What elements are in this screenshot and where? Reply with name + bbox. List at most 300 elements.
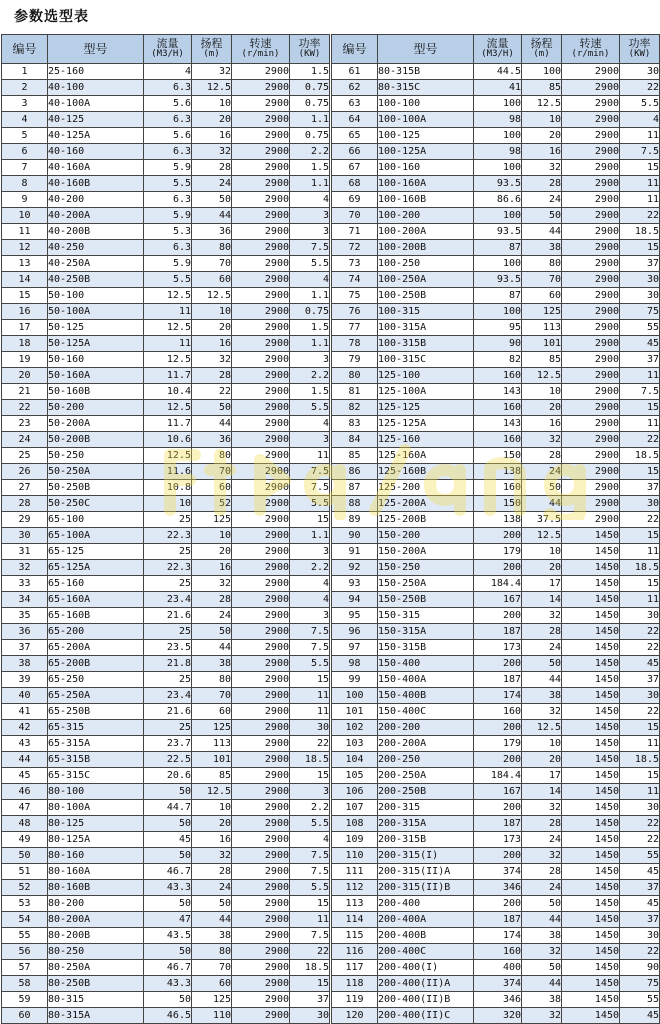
cell-flow: 98 — [474, 112, 522, 128]
cell-speed: 1450 — [562, 992, 620, 1008]
cell-model: 100-250B — [378, 288, 474, 304]
cell-power: 11 — [620, 592, 660, 608]
cell-flow: 184.4 — [474, 768, 522, 784]
table-row — [332, 192, 660, 208]
cell-head: 32 — [192, 576, 232, 592]
cell-head: 32 — [522, 944, 562, 960]
cell-head: 12.5 — [192, 784, 232, 800]
cell-flow: 93.5 — [474, 272, 522, 288]
cell-flow: 5.9 — [144, 160, 192, 176]
table-row — [332, 304, 660, 320]
cell-speed: 2900 — [562, 400, 620, 416]
cell-power: 2.2 — [290, 560, 330, 576]
cell-power: 4 — [290, 576, 330, 592]
cell-no: 55 — [2, 928, 48, 944]
table-row — [332, 928, 660, 944]
cell-speed: 1450 — [562, 896, 620, 912]
cell-flow: 21.6 — [144, 704, 192, 720]
cell-no: 58 — [2, 976, 48, 992]
cell-no: 11 — [2, 224, 48, 240]
cell-model: 150-400A — [378, 672, 474, 688]
cell-model: 50-200B — [48, 432, 144, 448]
table-row — [332, 288, 660, 304]
table-row — [332, 768, 660, 784]
cell-power: 75 — [620, 976, 660, 992]
cell-no: 68 — [332, 176, 378, 192]
cell-flow: 174 — [474, 928, 522, 944]
cell-speed: 2900 — [232, 528, 290, 544]
table-row — [332, 672, 660, 688]
cell-power: 5.5 — [290, 880, 330, 896]
cell-power: 22 — [620, 432, 660, 448]
cell-no: 29 — [2, 512, 48, 528]
table-row — [2, 224, 330, 240]
cell-model: 200-315(I) — [378, 848, 474, 864]
cell-power: 7.5 — [290, 480, 330, 496]
cell-no: 33 — [2, 576, 48, 592]
cell-no: 74 — [332, 272, 378, 288]
cell-flow: 46.7 — [144, 960, 192, 976]
cell-speed: 2900 — [232, 320, 290, 336]
cell-head: 10 — [522, 384, 562, 400]
cell-no: 6 — [2, 144, 48, 160]
cell-model: 40-125A — [48, 128, 144, 144]
cell-power: 18.5 — [620, 448, 660, 464]
table-row — [2, 576, 330, 592]
cell-no: 110 — [332, 848, 378, 864]
cell-head: 24 — [522, 192, 562, 208]
cell-no: 86 — [332, 464, 378, 480]
cell-head: 28 — [522, 176, 562, 192]
cell-model: 80-315A — [48, 1008, 144, 1024]
cell-no: 59 — [2, 992, 48, 1008]
cell-power: 15 — [290, 672, 330, 688]
cell-speed: 2900 — [562, 352, 620, 368]
cell-speed: 2900 — [562, 496, 620, 512]
cell-head: 70 — [192, 464, 232, 480]
cell-power: 7.5 — [290, 928, 330, 944]
cell-head: 50 — [522, 656, 562, 672]
cell-no: 111 — [332, 864, 378, 880]
cell-power: 22 — [620, 816, 660, 832]
cell-speed: 2900 — [562, 384, 620, 400]
cell-model: 80-200 — [48, 896, 144, 912]
cell-speed: 2900 — [562, 64, 620, 80]
header-power: 功率 (KW) — [290, 35, 330, 64]
cell-model: 50-250C — [48, 496, 144, 512]
cell-power: 37 — [620, 352, 660, 368]
cell-flow: 167 — [474, 784, 522, 800]
cell-speed: 1450 — [562, 624, 620, 640]
cell-model: 50-250A — [48, 464, 144, 480]
cell-head: 44 — [522, 496, 562, 512]
cell-speed: 2900 — [562, 480, 620, 496]
cell-model: 50-100A — [48, 304, 144, 320]
cell-head: 16 — [192, 336, 232, 352]
cell-no: 46 — [2, 784, 48, 800]
cell-speed: 2900 — [232, 496, 290, 512]
cell-no: 38 — [2, 656, 48, 672]
cell-head: 12.5 — [192, 80, 232, 96]
cell-model: 65-100 — [48, 512, 144, 528]
cell-no: 85 — [332, 448, 378, 464]
cell-speed: 2900 — [232, 208, 290, 224]
cell-head: 80 — [192, 944, 232, 960]
table-row — [332, 416, 660, 432]
cell-speed: 2900 — [232, 944, 290, 960]
cell-head: 125 — [522, 304, 562, 320]
cell-no: 27 — [2, 480, 48, 496]
table-row — [332, 576, 660, 592]
cell-speed: 2900 — [232, 576, 290, 592]
cell-head: 20 — [192, 320, 232, 336]
table-row — [2, 960, 330, 976]
cell-flow: 46.5 — [144, 1008, 192, 1024]
cell-model: 50-125 — [48, 320, 144, 336]
cell-flow: 25 — [144, 720, 192, 736]
cell-head: 32 — [192, 64, 232, 80]
table-row — [2, 160, 330, 176]
cell-flow: 12.5 — [144, 400, 192, 416]
cell-no: 62 — [332, 80, 378, 96]
cell-model: 80-200B — [48, 928, 144, 944]
cell-no: 14 — [2, 272, 48, 288]
cell-speed: 2900 — [232, 1008, 290, 1024]
cell-head: 16 — [522, 144, 562, 160]
cell-flow: 50 — [144, 848, 192, 864]
table-row — [2, 880, 330, 896]
cell-head: 50 — [192, 624, 232, 640]
cell-flow: 346 — [474, 992, 522, 1008]
cell-flow: 25 — [144, 624, 192, 640]
cell-flow: 25 — [144, 576, 192, 592]
table-row — [2, 112, 330, 128]
cell-flow: 5.5 — [144, 176, 192, 192]
cell-power: 37 — [620, 480, 660, 496]
cell-power: 3 — [290, 224, 330, 240]
table-row — [2, 800, 330, 816]
cell-power: 11 — [620, 368, 660, 384]
cell-speed: 2900 — [562, 176, 620, 192]
cell-no: 15 — [2, 288, 48, 304]
cell-flow: 200 — [474, 560, 522, 576]
cell-head: 50 — [522, 208, 562, 224]
cell-model: 65-250 — [48, 672, 144, 688]
cell-no: 32 — [2, 560, 48, 576]
cell-flow: 179 — [474, 544, 522, 560]
cell-head: 22 — [192, 384, 232, 400]
cell-head: 32 — [192, 144, 232, 160]
cell-no: 64 — [332, 112, 378, 128]
cell-flow: 5.6 — [144, 128, 192, 144]
cell-head: 44 — [522, 672, 562, 688]
cell-flow: 43.3 — [144, 880, 192, 896]
cell-flow: 4 — [144, 64, 192, 80]
cell-no: 22 — [2, 400, 48, 416]
cell-speed: 2900 — [232, 704, 290, 720]
cell-power: 18.5 — [620, 752, 660, 768]
cell-no: 103 — [332, 736, 378, 752]
cell-flow: 93.5 — [474, 224, 522, 240]
cell-flow: 200 — [474, 656, 522, 672]
cell-head: 28 — [522, 816, 562, 832]
cell-power: 55 — [620, 992, 660, 1008]
cell-model: 100-250A — [378, 272, 474, 288]
cell-no: 34 — [2, 592, 48, 608]
cell-speed: 2900 — [232, 624, 290, 640]
cell-head: 125 — [192, 992, 232, 1008]
cell-model: 200-250A — [378, 768, 474, 784]
cell-flow: 6.3 — [144, 80, 192, 96]
cell-head: 50 — [192, 896, 232, 912]
cell-no: 24 — [2, 432, 48, 448]
cell-no: 51 — [2, 864, 48, 880]
table-row — [2, 352, 330, 368]
cell-no: 1 — [2, 64, 48, 80]
cell-no: 21 — [2, 384, 48, 400]
cell-power: 4 — [620, 112, 660, 128]
cell-speed: 1450 — [562, 592, 620, 608]
cell-head: 60 — [192, 976, 232, 992]
cell-power: 45 — [620, 896, 660, 912]
cell-flow: 200 — [474, 608, 522, 624]
cell-model: 80-250 — [48, 944, 144, 960]
cell-no: 69 — [332, 192, 378, 208]
cell-speed: 2900 — [232, 688, 290, 704]
cell-no: 88 — [332, 496, 378, 512]
cell-no: 20 — [2, 368, 48, 384]
cell-power: 3 — [290, 784, 330, 800]
cell-speed: 2900 — [562, 160, 620, 176]
cell-power: 3 — [290, 352, 330, 368]
cell-flow: 50 — [144, 896, 192, 912]
table-row — [332, 448, 660, 464]
cell-flow: 50 — [144, 944, 192, 960]
cell-no: 67 — [332, 160, 378, 176]
cell-model: 50-200 — [48, 400, 144, 416]
cell-speed: 2900 — [232, 160, 290, 176]
cell-flow: 143 — [474, 416, 522, 432]
cell-flow: 47 — [144, 912, 192, 928]
cell-head: 20 — [522, 752, 562, 768]
cell-model: 150-400 — [378, 656, 474, 672]
cell-speed: 2900 — [562, 256, 620, 272]
cell-no: 23 — [2, 416, 48, 432]
table-row — [332, 720, 660, 736]
cell-no: 75 — [332, 288, 378, 304]
cell-power: 22 — [620, 832, 660, 848]
cell-head: 125 — [192, 720, 232, 736]
cell-model: 150-250 — [378, 560, 474, 576]
cell-head: 20 — [522, 560, 562, 576]
cell-model: 40-250 — [48, 240, 144, 256]
cell-flow: 20.6 — [144, 768, 192, 784]
table-row — [2, 1008, 330, 1024]
cell-flow: 90 — [474, 336, 522, 352]
cell-no: 39 — [2, 672, 48, 688]
cell-power: 30 — [290, 1008, 330, 1024]
cell-speed: 1450 — [562, 912, 620, 928]
cell-speed: 2900 — [232, 992, 290, 1008]
table-row — [332, 752, 660, 768]
cell-no: 37 — [2, 640, 48, 656]
cell-speed: 2900 — [232, 832, 290, 848]
cell-flow: 50 — [144, 784, 192, 800]
cell-speed: 1450 — [562, 736, 620, 752]
cell-model: 150-400C — [378, 704, 474, 720]
table-row — [332, 736, 660, 752]
cell-model: 50-200A — [48, 416, 144, 432]
cell-power: 15 — [290, 512, 330, 528]
cell-power: 3 — [290, 208, 330, 224]
cell-flow: 50 — [144, 992, 192, 1008]
cell-speed: 2900 — [232, 448, 290, 464]
cell-model: 125-125 — [378, 400, 474, 416]
cell-head: 10 — [522, 544, 562, 560]
cell-power: 4 — [290, 272, 330, 288]
cell-flow: 100 — [474, 208, 522, 224]
cell-head: 16 — [192, 128, 232, 144]
cell-power: 1.5 — [290, 384, 330, 400]
table-row — [2, 528, 330, 544]
cell-speed: 2900 — [232, 912, 290, 928]
cell-speed: 2900 — [232, 752, 290, 768]
table-row — [2, 992, 330, 1008]
cell-power: 45 — [620, 864, 660, 880]
cell-model: 150-315 — [378, 608, 474, 624]
cell-model: 80-125 — [48, 816, 144, 832]
cell-model: 40-100 — [48, 80, 144, 96]
cell-head: 32 — [522, 432, 562, 448]
cell-head: 36 — [192, 224, 232, 240]
cell-model: 80-160 — [48, 848, 144, 864]
table-row — [332, 128, 660, 144]
table-row — [2, 288, 330, 304]
cell-model: 40-125 — [48, 112, 144, 128]
cell-no: 101 — [332, 704, 378, 720]
table-row — [332, 624, 660, 640]
cell-head: 12.5 — [522, 720, 562, 736]
cell-no: 43 — [2, 736, 48, 752]
cell-model: 200-250 — [378, 752, 474, 768]
cell-head: 20 — [522, 128, 562, 144]
cell-head: 24 — [192, 880, 232, 896]
cell-flow: 98 — [474, 144, 522, 160]
cell-no: 77 — [332, 320, 378, 336]
cell-no: 102 — [332, 720, 378, 736]
cell-model: 50-160 — [48, 352, 144, 368]
cell-model: 40-160B — [48, 176, 144, 192]
cell-head: 52 — [192, 496, 232, 512]
cell-flow: 23.7 — [144, 736, 192, 752]
cell-model: 65-125A — [48, 560, 144, 576]
cell-power: 11 — [620, 192, 660, 208]
cell-model: 65-315 — [48, 720, 144, 736]
cell-head: 17 — [522, 576, 562, 592]
cell-no: 90 — [332, 528, 378, 544]
cell-flow: 11 — [144, 336, 192, 352]
cell-no: 63 — [332, 96, 378, 112]
cell-no: 25 — [2, 448, 48, 464]
table-row — [2, 448, 330, 464]
cell-head: 60 — [522, 288, 562, 304]
cell-flow: 87 — [474, 240, 522, 256]
cell-speed: 1450 — [562, 832, 620, 848]
cell-speed: 1450 — [562, 544, 620, 560]
cell-speed: 1450 — [562, 1008, 620, 1024]
cell-model: 65-100A — [48, 528, 144, 544]
cell-speed: 2900 — [232, 720, 290, 736]
cell-model: 100-315 — [378, 304, 474, 320]
cell-power: 1.1 — [290, 112, 330, 128]
cell-speed: 2900 — [232, 80, 290, 96]
cell-head: 32 — [522, 704, 562, 720]
cell-flow: 25 — [144, 512, 192, 528]
cell-power: 22 — [290, 944, 330, 960]
cell-head: 14 — [522, 592, 562, 608]
cell-no: 9 — [2, 192, 48, 208]
cell-speed: 2900 — [562, 144, 620, 160]
table-row — [332, 176, 660, 192]
cell-power: 11 — [620, 176, 660, 192]
cell-no: 3 — [2, 96, 48, 112]
cell-power: 15 — [290, 896, 330, 912]
table-row — [332, 832, 660, 848]
cell-no: 80 — [332, 368, 378, 384]
cell-no: 78 — [332, 336, 378, 352]
cell-head: 101 — [192, 752, 232, 768]
cell-flow: 179 — [474, 736, 522, 752]
cell-flow: 200 — [474, 848, 522, 864]
cell-power: 45 — [620, 336, 660, 352]
cell-model: 200-315(II)B — [378, 880, 474, 896]
cell-power: 7.5 — [620, 384, 660, 400]
cell-speed: 2900 — [562, 240, 620, 256]
cell-no: 83 — [332, 416, 378, 432]
cell-speed: 2900 — [562, 432, 620, 448]
cell-model: 200-200A — [378, 736, 474, 752]
cell-model: 40-100A — [48, 96, 144, 112]
table-row — [332, 976, 660, 992]
cell-power: 11 — [620, 128, 660, 144]
cell-head: 44 — [192, 912, 232, 928]
cell-speed: 2900 — [562, 304, 620, 320]
table-row — [2, 480, 330, 496]
cell-speed: 2900 — [232, 896, 290, 912]
cell-head: 24 — [522, 464, 562, 480]
cell-model: 65-125 — [48, 544, 144, 560]
cell-no: 116 — [332, 944, 378, 960]
cell-head: 12.5 — [522, 368, 562, 384]
table-row — [2, 336, 330, 352]
cell-model: 125-200 — [378, 480, 474, 496]
cell-speed: 1450 — [562, 944, 620, 960]
cell-power: 75 — [620, 304, 660, 320]
cell-head: 12.5 — [522, 96, 562, 112]
cell-model: 200-315(II)A — [378, 864, 474, 880]
cell-flow: 6.3 — [144, 240, 192, 256]
cell-no: 120 — [332, 1008, 378, 1024]
cell-head: 85 — [192, 768, 232, 784]
cell-head: 10 — [522, 736, 562, 752]
table-row — [332, 608, 660, 624]
cell-head: 24 — [522, 880, 562, 896]
cell-head: 38 — [522, 240, 562, 256]
table-row — [2, 752, 330, 768]
table-row — [2, 464, 330, 480]
table-row — [2, 816, 330, 832]
cell-flow: 200 — [474, 752, 522, 768]
